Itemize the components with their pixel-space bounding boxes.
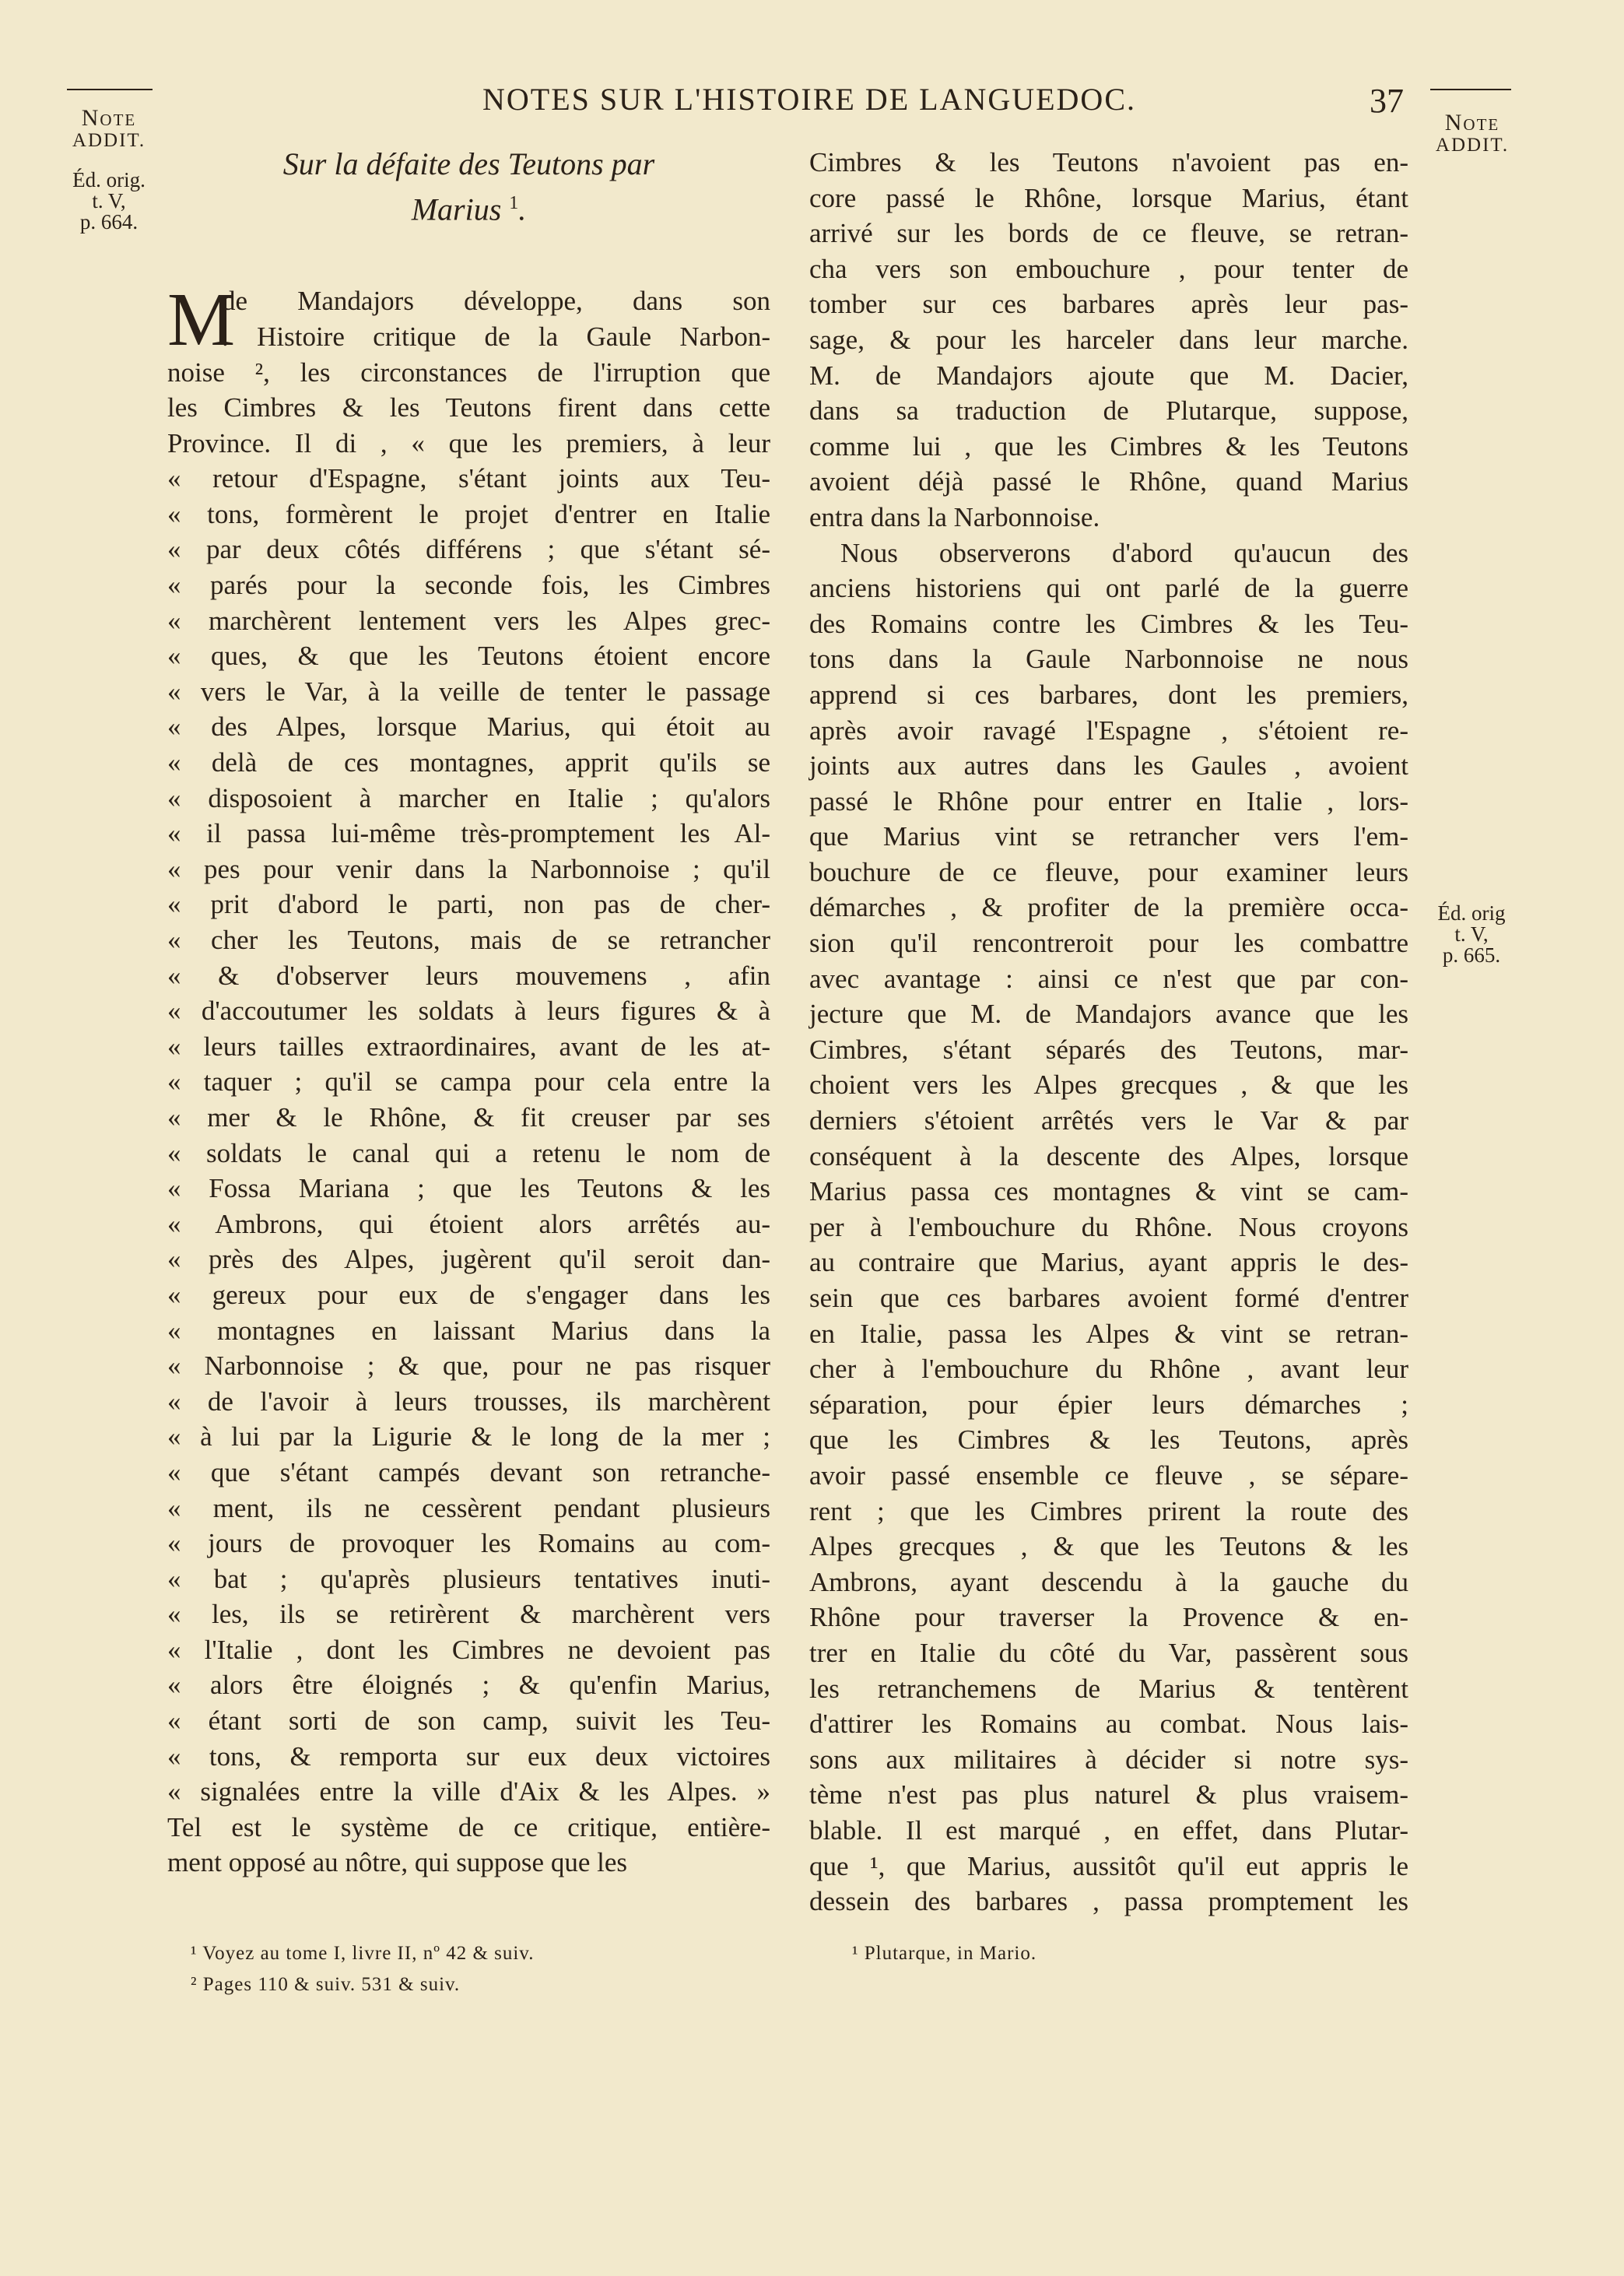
- text-line: . Histoire critique de la Gaule Narbon-: [222, 321, 770, 352]
- text-line: « taquer ; qu'il se campa pour cela entre la: [167, 1066, 770, 1098]
- text-line: démarches , & profiter de la première occa-: [809, 892, 1408, 923]
- text-line: « jours de provoquer les Romains au com-: [167, 1528, 770, 1559]
- text-line: ment opposé au nôtre, qui suppose que les: [167, 1847, 628, 1878]
- text-line: per à l'embouchure du Rhône. Nous croyons: [809, 1211, 1408, 1242]
- right-margin-note-top: [1426, 111, 1519, 156]
- text-line: de Mandajors développe, dans son: [222, 286, 770, 317]
- running-header: NOTES SUR L'HISTOIRE DE LANGUEDOC.: [482, 82, 1136, 117]
- left-column: [167, 145, 770, 1881]
- text-line: « il passa lui-même très-promptement les Al-: [167, 818, 770, 849]
- text-line: « gereux pour eux de s'engager dans les: [167, 1279, 770, 1310]
- text-line: joints aux autres dans les Gaules , avoient: [809, 750, 1408, 781]
- text-line: « parés pour la seconde fois, les Cimbres: [167, 570, 770, 601]
- heading-footnote-marker: 1: [509, 193, 519, 213]
- text-line: que Marius vint se retrancher vers l'em-: [809, 821, 1408, 852]
- text-line: blable. Il est marqué , en effet, dans Plutar-: [809, 1814, 1408, 1846]
- text-line: dessein des barbares , passa promptement les: [809, 1886, 1408, 1917]
- text-line: des Romains contre les Cimbres & les Teu-: [809, 608, 1408, 639]
- text-line: « vers le Var, à la veille de tenter le passage: [167, 676, 770, 707]
- volume-ref: t. V,: [1454, 922, 1489, 946]
- text-line: Province. Il di , « que les premiers, à leur: [167, 427, 770, 458]
- text-line: « étant sorti de son camp, suivit les Teu-: [167, 1705, 770, 1737]
- text-line: bouchure de ce fleuve, pour examiner leurs: [809, 856, 1408, 887]
- text-line: apprend si ces barbares, dont les premiers,: [809, 679, 1408, 710]
- text-line: « près des Alpes, jugèrent qu'il seroit dan-: [167, 1244, 770, 1275]
- text-line: comme lui , que les Cimbres & les Teutons: [809, 430, 1408, 462]
- text-line: « & d'observer leurs mouvemens , afin: [167, 960, 770, 991]
- text-line: dans sa traduction de Plutarque, suppose,: [809, 395, 1408, 427]
- text-line: « disposoient à marcher en Italie ; qu'alors: [167, 782, 770, 813]
- text-line: « marchèrent lentement vers les Alpes grec-: [167, 605, 770, 636]
- note-label: Note: [81, 105, 137, 131]
- right-column: [809, 145, 1408, 1919]
- edition-ref: Éd. orig.: [72, 167, 146, 191]
- text-line: Alpes grecques , & que les Teutons & les: [809, 1531, 1408, 1562]
- edition-ref: Éd. orig: [1437, 901, 1506, 925]
- left-text-body: [167, 278, 770, 1881]
- footnote: ¹ Voyez au tome I, livre II, nº 42 & suiv.: [191, 1943, 535, 1964]
- text-line: Marius passa ces montagnes & vint se cam-: [809, 1176, 1408, 1207]
- text-line: « Fossa Mariana ; que les Teutons & les: [167, 1173, 770, 1204]
- text-line: « à lui par la Ligurie & le long de la mer ;: [167, 1421, 770, 1452]
- text-line: entra dans la Narbonnoise.: [809, 501, 1100, 532]
- heading-end: .: [518, 191, 527, 227]
- volume-ref: t. V,: [92, 188, 126, 212]
- text-line: « que s'étant campés devant son retranche-: [167, 1456, 770, 1487]
- heading-line-2-text: Marius: [411, 191, 502, 227]
- text-line: jecture que M. de Mandajors avance que les: [809, 999, 1408, 1030]
- text-line: Rhône pour traverser la Provence & en-: [809, 1602, 1408, 1633]
- text-line: rent ; que les Cimbres prirent la route des: [809, 1495, 1408, 1526]
- text-line: avoient déjà passé le Rhône, quand Marius: [809, 466, 1408, 497]
- left-margin-rule: [67, 89, 153, 90]
- text-line: cher à l'embouchure du Rhône , avant leur: [809, 1354, 1408, 1385]
- text-line: « retour d'Espagne, s'étant joints aux Teu-: [167, 463, 770, 494]
- text-line: sage, & pour les harceler dans leur marche.: [809, 324, 1408, 355]
- footnote: ² Pages 110 & suiv. 531 & suiv.: [191, 1974, 461, 1995]
- text-line: Ambrons, ayant descendu à la gauche du: [809, 1566, 1408, 1597]
- text-line: « mer & le Rhône, & fit creuser par ses: [167, 1101, 770, 1133]
- text-line: avoir passé ensemble ce fleuve , se sépare-: [809, 1459, 1408, 1491]
- text-line: noise ², les circonstances de l'irruption que: [167, 357, 770, 388]
- text-line: choient vers les Alpes grecques , & que les: [809, 1070, 1408, 1101]
- text-line: « montagnes en laissant Marius dans la: [167, 1315, 770, 1346]
- text-line: arrivé sur les bords de ce fleuve, se retran-: [809, 218, 1408, 249]
- text-line: « tons, & remporta sur eux deux victoires: [167, 1740, 770, 1772]
- text-line: sein que ces barbares avoient formé d'entrer: [809, 1283, 1408, 1313]
- text-line: « de l'avoir à leurs trousses, ils marchèrent: [167, 1386, 770, 1417]
- text-line: « Narbonnoise ; & que, pour ne pas risquer: [167, 1350, 770, 1382]
- text-line: que ¹, que Marius, aussitôt qu'il eut appris le: [809, 1850, 1408, 1881]
- text-line: les Cimbres & les Teutons firent dans cette: [167, 392, 770, 423]
- text-line: derniers s'étoient arrêtés vers le Var & par: [809, 1105, 1408, 1136]
- right-footnotes: [852, 1938, 1397, 1969]
- page-ref: p. 664.: [79, 209, 139, 234]
- text-line: les retranchemens de Marius & tentèrent: [809, 1673, 1408, 1704]
- page-ref: p. 665.: [1442, 943, 1501, 967]
- left-footnotes: [191, 1938, 735, 2000]
- text-line: d'attirer les Romains au combat. Nous lais-: [809, 1709, 1408, 1740]
- text-line: Cimbres & les Teutons n'avoient pas en-: [809, 147, 1408, 177]
- text-line: sion qu'il rencontreroit pour les combattre: [809, 928, 1408, 959]
- text-line: que les Cimbres & les Teutons, après: [809, 1424, 1408, 1456]
- text-line: « delà de ces montagnes, apprit qu'ils se: [167, 747, 770, 778]
- text-line: tons dans la Gaule Narbonnoise ne nous: [809, 644, 1408, 675]
- text-line: « l'Italie , dont les Cimbres ne devoient pas: [167, 1634, 770, 1665]
- addit-label: ADDIT.: [1435, 134, 1510, 156]
- text-line: M. de Mandajors ajoute que M. Dacier,: [809, 360, 1408, 391]
- text-line: « des Alpes, lorsque Marius, qui étoit au: [167, 711, 770, 743]
- text-line: sons aux militaires à décider si notre sys-: [809, 1744, 1408, 1775]
- text-line: « alors être éloignés ; & qu'enfin Marius,: [167, 1670, 770, 1701]
- text-line: « tons, formèrent le projet d'entrer en Italie: [167, 498, 770, 529]
- right-margin-rule: [1430, 89, 1511, 90]
- text-line: tomber sur ces barbares après leur pas-: [809, 289, 1408, 320]
- text-line: passé le Rhône pour entrer en Italie , lors-: [809, 785, 1408, 817]
- text-line: « soldats le canal qui a retenu le nom de: [167, 1137, 770, 1168]
- text-line: Tel est le système de ce critique, entière-: [167, 1811, 770, 1842]
- text-line: anciens historiens qui ont parlé de la guerre: [809, 573, 1408, 604]
- right-margin-note-edition: [1421, 903, 1522, 966]
- text-line: en Italie, passa les Alpes & vint se retran-: [809, 1318, 1408, 1349]
- text-line: « Ambrons, qui étoient alors arrêtés au-: [167, 1208, 770, 1239]
- text-line: séparation, pour épier leurs démarches ;: [809, 1389, 1408, 1420]
- text-line: « pes pour venir dans la Narbonnoise ; qu'il: [167, 853, 770, 884]
- section-heading: [167, 145, 770, 229]
- text-line: « leurs tailles extraordinaires, avant de les at-: [167, 1031, 770, 1062]
- text-line: « ment, ils ne cessèrent pendant plusieurs: [167, 1492, 770, 1523]
- text-line: avec avantage : ainsi ce n'est que par con-: [809, 963, 1408, 994]
- text-line: core passé le Rhône, lorsque Marius, étant: [809, 182, 1408, 213]
- text-line: « ques, & que les Teutons étoient encore: [167, 641, 770, 672]
- heading-line-2: [167, 184, 770, 229]
- text-line: au contraire que Marius, ayant appris le des-: [809, 1247, 1408, 1278]
- drop-cap: M: [167, 278, 236, 363]
- heading-line-1: Sur la défaite des Teutons par: [282, 146, 655, 181]
- text-line: trer en Italie du côté du Var, passèrent sous: [809, 1637, 1408, 1668]
- text-line: « prit d'abord le parti, non pas de cher-: [167, 889, 770, 920]
- note-label: Note: [1444, 110, 1500, 135]
- left-margin-note: [62, 106, 156, 233]
- text-line: après avoir ravagé l'Espagne , s'étoient re-: [809, 715, 1408, 746]
- text-line: Nous observerons d'abord qu'aucun des: [840, 537, 1408, 568]
- text-line: « les, ils se retirèrent & marchèrent vers: [167, 1599, 770, 1630]
- text-line: « par deux côtés différens ; que s'étant sé-: [167, 534, 770, 565]
- text-line: tème n'est pas plus naturel & plus vraisem-: [809, 1779, 1408, 1811]
- addit-label: ADDIT.: [72, 129, 146, 151]
- text-line: Cimbres, s'étant séparés des Teutons, mar-: [809, 1034, 1408, 1065]
- text-line: « bat ; qu'après plusieurs tentatives inuti-: [167, 1563, 770, 1594]
- text-line: « d'accoutumer les soldats à leurs figures & à: [167, 996, 770, 1027]
- text-line: conséquent à la descente des Alpes, lorsque: [809, 1140, 1408, 1171]
- page-number: 37: [1370, 82, 1404, 120]
- footnote: ¹ Plutarque, in Mario.: [852, 1943, 1037, 1964]
- text-line: « signalées entre la ville d'Aix & les Alpes. »: [167, 1776, 770, 1807]
- text-line: cha vers son embouchure , pour tenter de: [809, 253, 1408, 284]
- text-line: « cher les Teutons, mais de se retrancher: [167, 925, 770, 956]
